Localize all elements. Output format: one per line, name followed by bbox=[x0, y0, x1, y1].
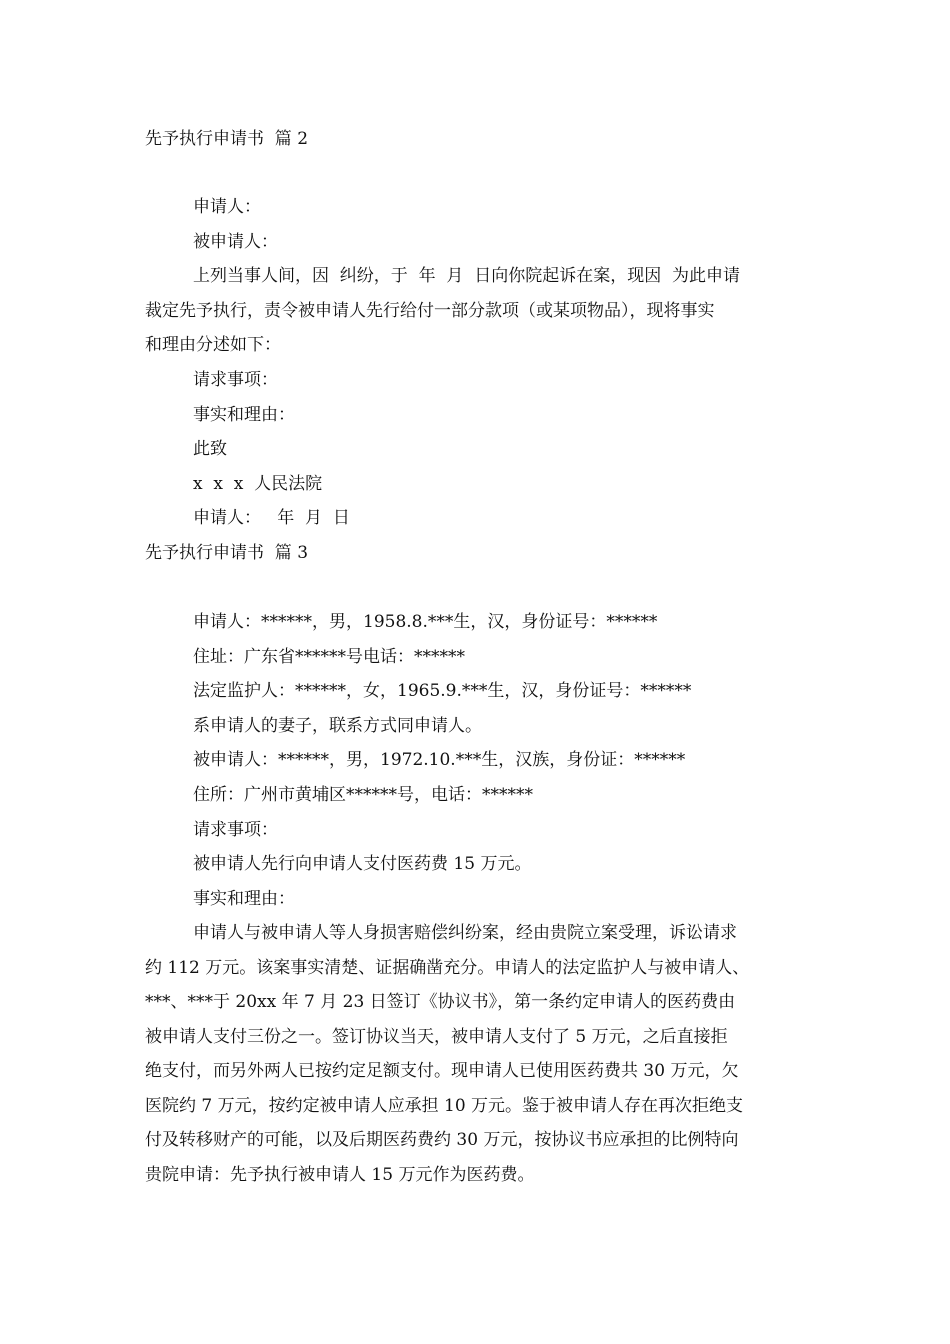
request-item-content: 被申请人先行向申请人支付医药费 15 万元。 bbox=[193, 854, 532, 874]
respondent-address: 住所：广州市黄埔区******号，电话：****** bbox=[193, 785, 533, 805]
intro-line-3: 和理由分述如下： bbox=[145, 335, 281, 355]
section-3-title: 先予执行申请书 篇 3 bbox=[145, 543, 309, 563]
signature-date-line: 申请人： 年 月 日 bbox=[193, 508, 350, 528]
facts-reasons-label-3: 事实和理由： bbox=[193, 889, 295, 909]
facts-paragraph-line-8: 贵院申请：先予执行被申请人 15 万元作为医药费。 bbox=[145, 1165, 535, 1185]
facts-reasons-label: 事实和理由： bbox=[193, 405, 295, 425]
facts-paragraph-line-6: 医院约 7 万元，按约定被申请人应承担 10 万元。鉴于被申请人存在再次拒绝支 bbox=[145, 1096, 744, 1116]
intro-line-2: 裁定先予执行，责令被申请人先行给付一部分款项（或某项物品），现将事实 bbox=[145, 301, 715, 321]
facts-paragraph-line-3: ***、***于 20xx 年 7 月 23 日签订《协议书》，第一条约定申请人的医药费由 bbox=[145, 992, 736, 1012]
applicant-label: 申请人： bbox=[193, 197, 261, 217]
applicant-address: 住址：广东省******号电话：****** bbox=[193, 647, 465, 667]
guardian-info: 法定监护人：******，女，1965.9.***生，汉，身份证号：****** bbox=[193, 681, 692, 701]
applicant-info: 申请人：******，男，1958.8.***生，汉，身份证号：****** bbox=[193, 612, 658, 632]
facts-paragraph-line-1: 申请人与被申请人等人身损害赔偿纠纷案，经由贵院立案受理，诉讼请求 bbox=[193, 923, 737, 943]
respondent-info: 被申请人：******，男，1972.10.***生，汉族，身份证：****** bbox=[193, 750, 686, 770]
facts-paragraph-line-5: 绝支付，而另外两人已按约定足额支付。现申请人已使用医药费共 30 万元，欠 bbox=[145, 1061, 739, 1081]
salutation: 此致 bbox=[193, 439, 227, 459]
facts-paragraph-line-2: 约 112 万元。该案事实清楚、证据确凿充分。申请人的法定监护人与被申请人、 bbox=[145, 958, 750, 978]
request-items-label-3: 请求事项： bbox=[193, 820, 278, 840]
section-2-title: 先予执行申请书 篇 2 bbox=[145, 129, 309, 149]
request-items-label: 请求事项： bbox=[193, 370, 278, 390]
facts-paragraph-line-7: 付及转移财产的可能，以及后期医药费约 30 万元，按协议书应承担的比例特向 bbox=[145, 1130, 739, 1150]
guardian-relation: 系申请人的妻子，联系方式同申请人。 bbox=[193, 716, 482, 736]
respondent-label: 被申请人： bbox=[193, 232, 278, 252]
intro-line-1: 上列当事人间，因 纠纷，于 年 月 日向你院起诉在案，现因 为此申请 bbox=[193, 266, 741, 286]
court-name: x x x 人民法院 bbox=[193, 474, 323, 494]
facts-paragraph-line-4: 被申请人支付三份之一。签订协议当天，被申请人支付了 5 万元，之后直接拒 bbox=[145, 1027, 728, 1047]
